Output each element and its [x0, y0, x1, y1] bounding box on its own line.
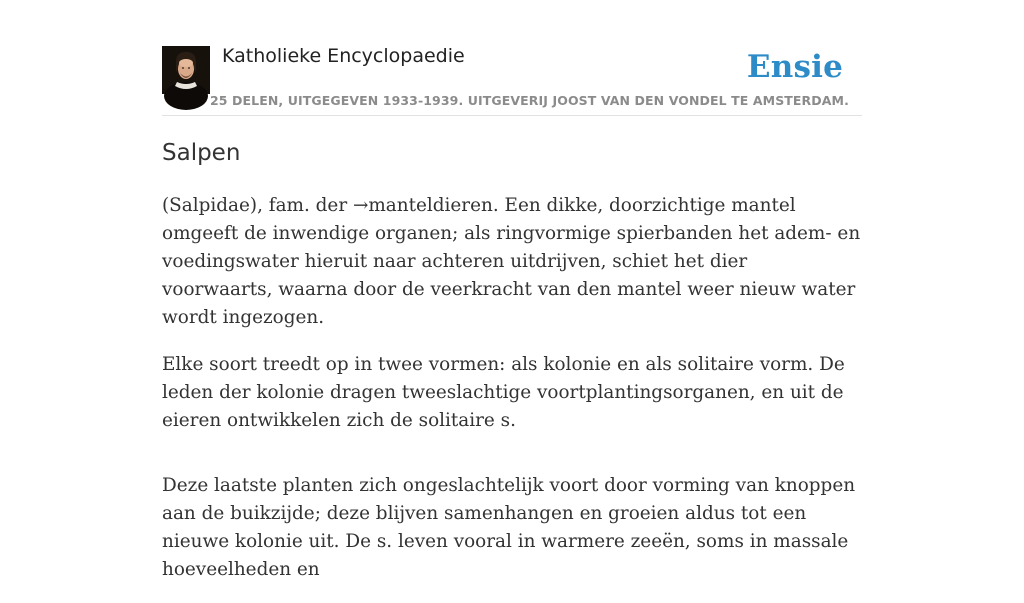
article-title: Salpen: [162, 140, 241, 166]
portrait-avatar-icon[interactable]: [162, 46, 210, 94]
brand-logo[interactable]: Ensie: [746, 49, 843, 85]
publication-header: [162, 0, 862, 116]
article-paragraph: (Salpidae), fam. der →manteldieren. Een dikke, doorzichtige mantel omgeeft de inwendige organen; als ringvormige spierbanden het adem- en voedingswater hieruit naar achteren uitdrijven, schiet het dier voorwaarts, waarna door de veerkracht van den mantel weer nieuw water wordt ingezogen.: [162, 195, 861, 328]
article-paragraph: Elke soort treedt op in twee vormen: als kolonie en als solitaire vorm. De leden der kolonie dragen tweeslachtige voortplantingsorganen, en uit de eieren ontwikkelen zich de solitaire s.: [162, 354, 845, 431]
publication-subtitle: 25 DELEN, UITGEGEVEN 1933-1939. UITGEVERIJ JOOST VAN DEN VONDEL TE AMSTERDAM.: [210, 93, 849, 108]
article-paragraph: Deze laatste planten zich ongeslachtelijk voort door vorming van knoppen aan de buikzijde; deze blijven samenhangen en groeien aldus tot een nieuwe kolonie uit. De s. leven vooral in warmere zeeën, soms in massale hoeveelheden en: [162, 475, 856, 580]
publication-title[interactable]: Katholieke Encyclopaedie: [222, 45, 465, 67]
content-container: [162, 0, 862, 580]
article-body: [162, 192, 862, 603]
